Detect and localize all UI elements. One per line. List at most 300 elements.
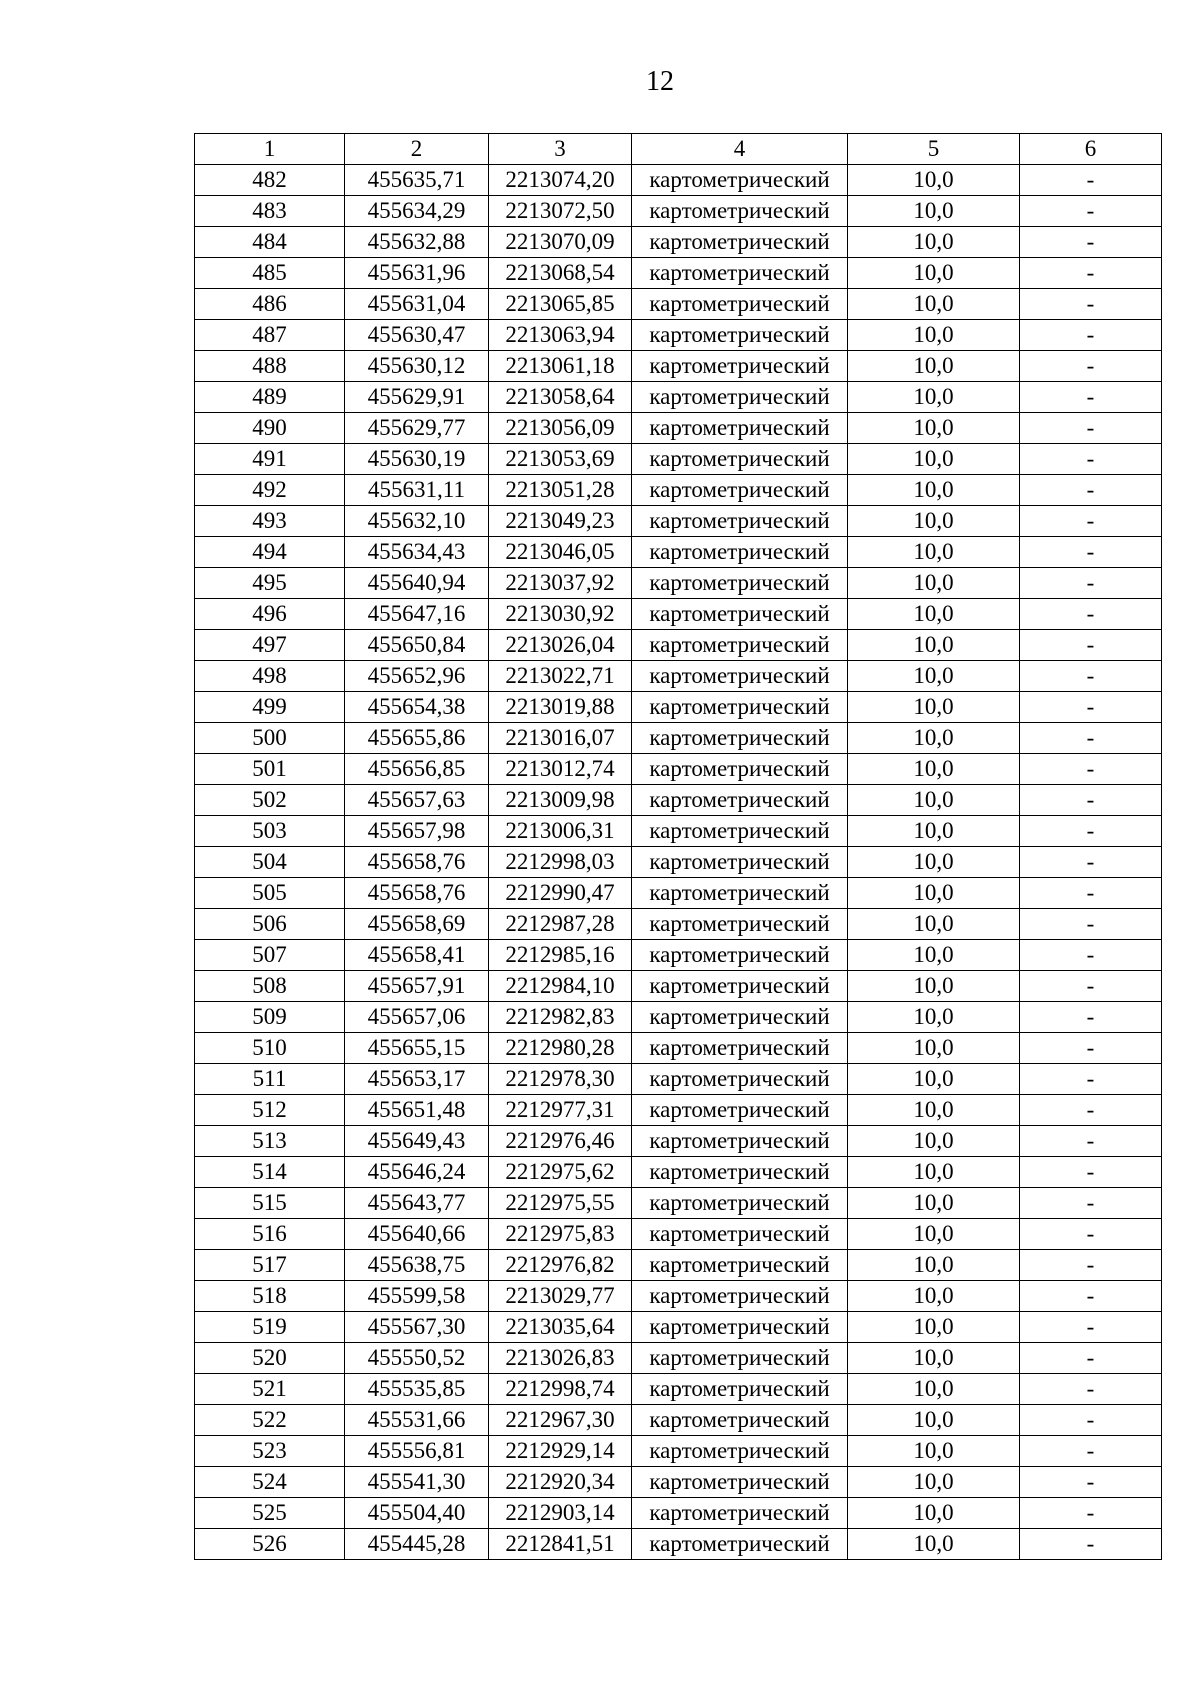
accuracy-cell: 10,0 (848, 444, 1020, 475)
note-cell: - (1020, 940, 1162, 971)
method-cell: картометрический (632, 1281, 848, 1312)
coordinate-x-cell: 455643,77 (345, 1188, 489, 1219)
table-row (195, 413, 1162, 444)
point-number-cell: 502 (195, 785, 345, 816)
method-cell: картометрический (632, 1374, 848, 1405)
table-row (195, 1126, 1162, 1157)
method-cell: картометрический (632, 1312, 848, 1343)
accuracy-cell: 10,0 (848, 227, 1020, 258)
point-number-cell: 499 (195, 692, 345, 723)
note-cell: - (1020, 599, 1162, 630)
coordinate-y-cell: 2213012,74 (489, 754, 632, 785)
point-number-cell: 509 (195, 1002, 345, 1033)
table-row (195, 444, 1162, 475)
coordinate-x-cell: 455445,28 (345, 1529, 489, 1560)
note-cell: - (1020, 1343, 1162, 1374)
accuracy-cell: 10,0 (848, 351, 1020, 382)
method-cell: картометрический (632, 165, 848, 196)
table-row (195, 661, 1162, 692)
table-row (195, 754, 1162, 785)
note-cell: - (1020, 289, 1162, 320)
point-number-cell: 498 (195, 661, 345, 692)
point-number-cell: 507 (195, 940, 345, 971)
accuracy-cell: 10,0 (848, 475, 1020, 506)
coordinate-y-cell: 2213070,09 (489, 227, 632, 258)
method-cell: картометрический (632, 878, 848, 909)
point-number-cell: 495 (195, 568, 345, 599)
table-row (195, 289, 1162, 320)
note-cell: - (1020, 1033, 1162, 1064)
coordinate-x-cell: 455632,88 (345, 227, 489, 258)
coordinate-x-cell: 455647,16 (345, 599, 489, 630)
note-cell: - (1020, 1064, 1162, 1095)
coordinate-x-cell: 455640,66 (345, 1219, 489, 1250)
point-number-cell: 522 (195, 1405, 345, 1436)
coordinate-y-cell: 2213058,64 (489, 382, 632, 413)
coordinate-y-cell: 2212990,47 (489, 878, 632, 909)
point-number-cell: 484 (195, 227, 345, 258)
coordinate-y-cell: 2212985,16 (489, 940, 632, 971)
coordinate-x-cell: 455630,19 (345, 444, 489, 475)
note-cell: - (1020, 475, 1162, 506)
accuracy-cell: 10,0 (848, 537, 1020, 568)
accuracy-cell: 10,0 (848, 1343, 1020, 1374)
coordinate-x-cell: 455635,71 (345, 165, 489, 196)
coordinate-x-cell: 455535,85 (345, 1374, 489, 1405)
coordinate-y-cell: 2213074,20 (489, 165, 632, 196)
point-number-cell: 515 (195, 1188, 345, 1219)
point-number-cell: 524 (195, 1467, 345, 1498)
coordinate-x-cell: 455640,94 (345, 568, 489, 599)
note-cell: - (1020, 1467, 1162, 1498)
coordinate-x-cell: 455638,75 (345, 1250, 489, 1281)
note-cell: - (1020, 847, 1162, 878)
accuracy-cell: 10,0 (848, 413, 1020, 444)
coordinate-x-cell: 455567,30 (345, 1312, 489, 1343)
column-header: 6 (1020, 134, 1162, 165)
coordinate-y-cell: 2213046,05 (489, 537, 632, 568)
coordinate-y-cell: 2212976,46 (489, 1126, 632, 1157)
coordinate-x-cell: 455504,40 (345, 1498, 489, 1529)
accuracy-cell: 10,0 (848, 692, 1020, 723)
coordinate-x-cell: 455541,30 (345, 1467, 489, 1498)
table-row (195, 1064, 1162, 1095)
method-cell: картометрический (632, 506, 848, 537)
table-row (195, 692, 1162, 723)
table-row (195, 1219, 1162, 1250)
accuracy-cell: 10,0 (848, 940, 1020, 971)
point-number-cell: 500 (195, 723, 345, 754)
note-cell: - (1020, 878, 1162, 909)
column-header: 4 (632, 134, 848, 165)
method-cell: картометрический (632, 847, 848, 878)
coordinate-y-cell: 2213019,88 (489, 692, 632, 723)
coordinate-y-cell: 2212929,14 (489, 1436, 632, 1467)
method-cell: картометрический (632, 692, 848, 723)
coordinate-x-cell: 455658,41 (345, 940, 489, 971)
column-header: 2 (345, 134, 489, 165)
point-number-cell: 521 (195, 1374, 345, 1405)
note-cell: - (1020, 630, 1162, 661)
coordinate-y-cell: 2212977,31 (489, 1095, 632, 1126)
table-body (195, 165, 1162, 1560)
point-number-cell: 519 (195, 1312, 345, 1343)
point-number-cell: 501 (195, 754, 345, 785)
accuracy-cell: 10,0 (848, 754, 1020, 785)
point-number-cell: 488 (195, 351, 345, 382)
method-cell: картометрический (632, 754, 848, 785)
coordinate-x-cell: 455556,81 (345, 1436, 489, 1467)
point-number-cell: 510 (195, 1033, 345, 1064)
coordinate-y-cell: 2213068,54 (489, 258, 632, 289)
note-cell: - (1020, 568, 1162, 599)
method-cell: картометрический (632, 1436, 848, 1467)
coordinate-y-cell: 2212920,34 (489, 1467, 632, 1498)
method-cell: картометрический (632, 971, 848, 1002)
accuracy-cell: 10,0 (848, 1095, 1020, 1126)
coordinate-x-cell: 455657,63 (345, 785, 489, 816)
table-row (195, 475, 1162, 506)
accuracy-cell: 10,0 (848, 1281, 1020, 1312)
coordinate-y-cell: 2213035,64 (489, 1312, 632, 1343)
method-cell: картометрический (632, 320, 848, 351)
table-row (195, 785, 1162, 816)
method-cell: картометрический (632, 227, 848, 258)
note-cell: - (1020, 909, 1162, 940)
coordinate-x-cell: 455654,38 (345, 692, 489, 723)
coordinate-x-cell: 455631,11 (345, 475, 489, 506)
note-cell: - (1020, 1095, 1162, 1126)
accuracy-cell: 10,0 (848, 878, 1020, 909)
accuracy-cell: 10,0 (848, 1529, 1020, 1560)
column-header: 3 (489, 134, 632, 165)
note-cell: - (1020, 754, 1162, 785)
table-row (195, 1529, 1162, 1560)
method-cell: картометрический (632, 1405, 848, 1436)
table-row (195, 537, 1162, 568)
note-cell: - (1020, 196, 1162, 227)
note-cell: - (1020, 506, 1162, 537)
accuracy-cell: 10,0 (848, 1405, 1020, 1436)
method-cell: картометрический (632, 1467, 848, 1498)
point-number-cell: 485 (195, 258, 345, 289)
table-row (195, 940, 1162, 971)
note-cell: - (1020, 258, 1162, 289)
method-cell: картометрический (632, 723, 848, 754)
coordinate-x-cell: 455658,76 (345, 878, 489, 909)
point-number-cell: 483 (195, 196, 345, 227)
table-row (195, 196, 1162, 227)
coordinate-x-cell: 455658,76 (345, 847, 489, 878)
coordinate-y-cell: 2212987,28 (489, 909, 632, 940)
point-number-cell: 518 (195, 1281, 345, 1312)
table-row (195, 1095, 1162, 1126)
point-number-cell: 511 (195, 1064, 345, 1095)
table-header-row (195, 134, 1162, 165)
method-cell: картометрический (632, 816, 848, 847)
method-cell: картометрический (632, 1126, 848, 1157)
coordinate-y-cell: 2213026,83 (489, 1343, 632, 1374)
note-cell: - (1020, 723, 1162, 754)
accuracy-cell: 10,0 (848, 165, 1020, 196)
note-cell: - (1020, 1002, 1162, 1033)
coordinate-y-cell: 2212967,30 (489, 1405, 632, 1436)
accuracy-cell: 10,0 (848, 289, 1020, 320)
coordinate-x-cell: 455653,17 (345, 1064, 489, 1095)
point-number-cell: 517 (195, 1250, 345, 1281)
coordinate-y-cell: 2213009,98 (489, 785, 632, 816)
coordinate-y-cell: 2213063,94 (489, 320, 632, 351)
coordinate-x-cell: 455655,15 (345, 1033, 489, 1064)
table-row (195, 1467, 1162, 1498)
point-number-cell: 493 (195, 506, 345, 537)
table-row (195, 630, 1162, 661)
coordinate-x-cell: 455649,43 (345, 1126, 489, 1157)
table-row (195, 1002, 1162, 1033)
note-cell: - (1020, 1188, 1162, 1219)
table-row (195, 258, 1162, 289)
point-number-cell: 504 (195, 847, 345, 878)
accuracy-cell: 10,0 (848, 723, 1020, 754)
coordinate-y-cell: 2212903,14 (489, 1498, 632, 1529)
note-cell: - (1020, 1281, 1162, 1312)
coordinate-x-cell: 455599,58 (345, 1281, 489, 1312)
point-number-cell: 526 (195, 1529, 345, 1560)
accuracy-cell: 10,0 (848, 568, 1020, 599)
point-number-cell: 523 (195, 1436, 345, 1467)
table-row (195, 1436, 1162, 1467)
table-row (195, 909, 1162, 940)
method-cell: картометрический (632, 1188, 848, 1219)
accuracy-cell: 10,0 (848, 971, 1020, 1002)
note-cell: - (1020, 444, 1162, 475)
table-row (195, 1033, 1162, 1064)
coordinate-y-cell: 2213026,04 (489, 630, 632, 661)
table-row (195, 723, 1162, 754)
point-number-cell: 520 (195, 1343, 345, 1374)
coordinate-x-cell: 455634,43 (345, 537, 489, 568)
point-number-cell: 482 (195, 165, 345, 196)
point-number-cell: 506 (195, 909, 345, 940)
coordinate-y-cell: 2212841,51 (489, 1529, 632, 1560)
coordinate-x-cell: 455657,98 (345, 816, 489, 847)
accuracy-cell: 10,0 (848, 661, 1020, 692)
table-row (195, 1374, 1162, 1405)
method-cell: картометрический (632, 785, 848, 816)
point-number-cell: 512 (195, 1095, 345, 1126)
point-number-cell: 497 (195, 630, 345, 661)
method-cell: картометрический (632, 630, 848, 661)
coordinate-y-cell: 2212975,83 (489, 1219, 632, 1250)
table-row (195, 847, 1162, 878)
method-cell: картометрический (632, 1498, 848, 1529)
coordinate-y-cell: 2213029,77 (489, 1281, 632, 1312)
coordinate-y-cell: 2212976,82 (489, 1250, 632, 1281)
method-cell: картометрический (632, 475, 848, 506)
method-cell: картометрический (632, 1250, 848, 1281)
coordinate-x-cell: 455631,96 (345, 258, 489, 289)
coordinate-x-cell: 455631,04 (345, 289, 489, 320)
table-row (195, 971, 1162, 1002)
table-row (195, 1343, 1162, 1374)
accuracy-cell: 10,0 (848, 630, 1020, 661)
method-cell: картометрический (632, 599, 848, 630)
point-number-cell: 496 (195, 599, 345, 630)
column-header: 1 (195, 134, 345, 165)
note-cell: - (1020, 661, 1162, 692)
coordinate-y-cell: 2212978,30 (489, 1064, 632, 1095)
page-number: 12 (646, 66, 674, 97)
method-cell: картометрический (632, 1002, 848, 1033)
coordinate-y-cell: 2213072,50 (489, 196, 632, 227)
coordinate-y-cell: 2213056,09 (489, 413, 632, 444)
method-cell: картометрический (632, 537, 848, 568)
coordinate-x-cell: 455651,48 (345, 1095, 489, 1126)
accuracy-cell: 10,0 (848, 382, 1020, 413)
note-cell: - (1020, 1529, 1162, 1560)
table-row (195, 1498, 1162, 1529)
accuracy-cell: 10,0 (848, 1188, 1020, 1219)
method-cell: картометрический (632, 413, 848, 444)
accuracy-cell: 10,0 (848, 1064, 1020, 1095)
note-cell: - (1020, 1126, 1162, 1157)
coordinate-x-cell: 455655,86 (345, 723, 489, 754)
coordinate-y-cell: 2212982,83 (489, 1002, 632, 1033)
coordinate-x-cell: 455630,47 (345, 320, 489, 351)
table-row (195, 1281, 1162, 1312)
table-row (195, 1250, 1162, 1281)
coordinates-table (194, 133, 1162, 1560)
coordinate-x-cell: 455550,52 (345, 1343, 489, 1374)
note-cell: - (1020, 382, 1162, 413)
coordinate-y-cell: 2213053,69 (489, 444, 632, 475)
coordinate-x-cell: 455656,85 (345, 754, 489, 785)
point-number-cell: 491 (195, 444, 345, 475)
accuracy-cell: 10,0 (848, 1498, 1020, 1529)
accuracy-cell: 10,0 (848, 506, 1020, 537)
accuracy-cell: 10,0 (848, 909, 1020, 940)
table-row (195, 816, 1162, 847)
table-row (195, 1157, 1162, 1188)
method-cell: картометрический (632, 196, 848, 227)
point-number-cell: 516 (195, 1219, 345, 1250)
note-cell: - (1020, 1312, 1162, 1343)
coordinate-x-cell: 455629,77 (345, 413, 489, 444)
note-cell: - (1020, 1405, 1162, 1436)
coordinate-y-cell: 2213049,23 (489, 506, 632, 537)
note-cell: - (1020, 1250, 1162, 1281)
accuracy-cell: 10,0 (848, 1250, 1020, 1281)
point-number-cell: 503 (195, 816, 345, 847)
accuracy-cell: 10,0 (848, 785, 1020, 816)
coordinate-y-cell: 2212998,74 (489, 1374, 632, 1405)
note-cell: - (1020, 971, 1162, 1002)
accuracy-cell: 10,0 (848, 816, 1020, 847)
coordinate-y-cell: 2212998,03 (489, 847, 632, 878)
coordinate-x-cell: 455646,24 (345, 1157, 489, 1188)
coordinate-y-cell: 2213061,18 (489, 351, 632, 382)
note-cell: - (1020, 692, 1162, 723)
accuracy-cell: 10,0 (848, 1033, 1020, 1064)
method-cell: картометрический (632, 661, 848, 692)
accuracy-cell: 10,0 (848, 599, 1020, 630)
point-number-cell: 525 (195, 1498, 345, 1529)
coordinate-x-cell: 455657,06 (345, 1002, 489, 1033)
table-row (195, 878, 1162, 909)
coordinate-x-cell: 455629,91 (345, 382, 489, 413)
note-cell: - (1020, 1498, 1162, 1529)
accuracy-cell: 10,0 (848, 847, 1020, 878)
method-cell: картометрический (632, 1343, 848, 1374)
point-number-cell: 489 (195, 382, 345, 413)
method-cell: картометрический (632, 1064, 848, 1095)
note-cell: - (1020, 1374, 1162, 1405)
coordinate-x-cell: 455632,10 (345, 506, 489, 537)
method-cell: картометрический (632, 1033, 848, 1064)
point-number-cell: 486 (195, 289, 345, 320)
table-row (195, 1312, 1162, 1343)
note-cell: - (1020, 413, 1162, 444)
coordinate-y-cell: 2212980,28 (489, 1033, 632, 1064)
point-number-cell: 490 (195, 413, 345, 444)
point-number-cell: 513 (195, 1126, 345, 1157)
method-cell: картометрический (632, 444, 848, 475)
method-cell: картометрический (632, 568, 848, 599)
coordinate-y-cell: 2212975,55 (489, 1188, 632, 1219)
table-row (195, 506, 1162, 537)
table-row (195, 1405, 1162, 1436)
point-number-cell: 508 (195, 971, 345, 1002)
accuracy-cell: 10,0 (848, 1312, 1020, 1343)
accuracy-cell: 10,0 (848, 1126, 1020, 1157)
coordinate-x-cell: 455650,84 (345, 630, 489, 661)
coordinate-x-cell: 455658,69 (345, 909, 489, 940)
coordinate-y-cell: 2213065,85 (489, 289, 632, 320)
coordinate-y-cell: 2213030,92 (489, 599, 632, 630)
note-cell: - (1020, 816, 1162, 847)
coordinate-x-cell: 455657,91 (345, 971, 489, 1002)
note-cell: - (1020, 1219, 1162, 1250)
method-cell: картометрический (632, 289, 848, 320)
table-row (195, 599, 1162, 630)
note-cell: - (1020, 320, 1162, 351)
table-row (195, 1188, 1162, 1219)
coordinate-x-cell: 455531,66 (345, 1405, 489, 1436)
method-cell: картометрический (632, 1095, 848, 1126)
coordinate-y-cell: 2213051,28 (489, 475, 632, 506)
column-header: 5 (848, 134, 1020, 165)
method-cell: картометрический (632, 351, 848, 382)
coordinate-x-cell: 455630,12 (345, 351, 489, 382)
note-cell: - (1020, 1436, 1162, 1467)
point-number-cell: 492 (195, 475, 345, 506)
method-cell: картометрический (632, 1157, 848, 1188)
note-cell: - (1020, 537, 1162, 568)
note-cell: - (1020, 351, 1162, 382)
coordinate-y-cell: 2213022,71 (489, 661, 632, 692)
table-row (195, 320, 1162, 351)
accuracy-cell: 10,0 (848, 320, 1020, 351)
method-cell: картометрический (632, 940, 848, 971)
accuracy-cell: 10,0 (848, 1002, 1020, 1033)
accuracy-cell: 10,0 (848, 1157, 1020, 1188)
note-cell: - (1020, 1157, 1162, 1188)
coordinate-y-cell: 2213016,07 (489, 723, 632, 754)
note-cell: - (1020, 785, 1162, 816)
table-row (195, 165, 1162, 196)
method-cell: картометрический (632, 909, 848, 940)
coordinate-y-cell: 2213006,31 (489, 816, 632, 847)
